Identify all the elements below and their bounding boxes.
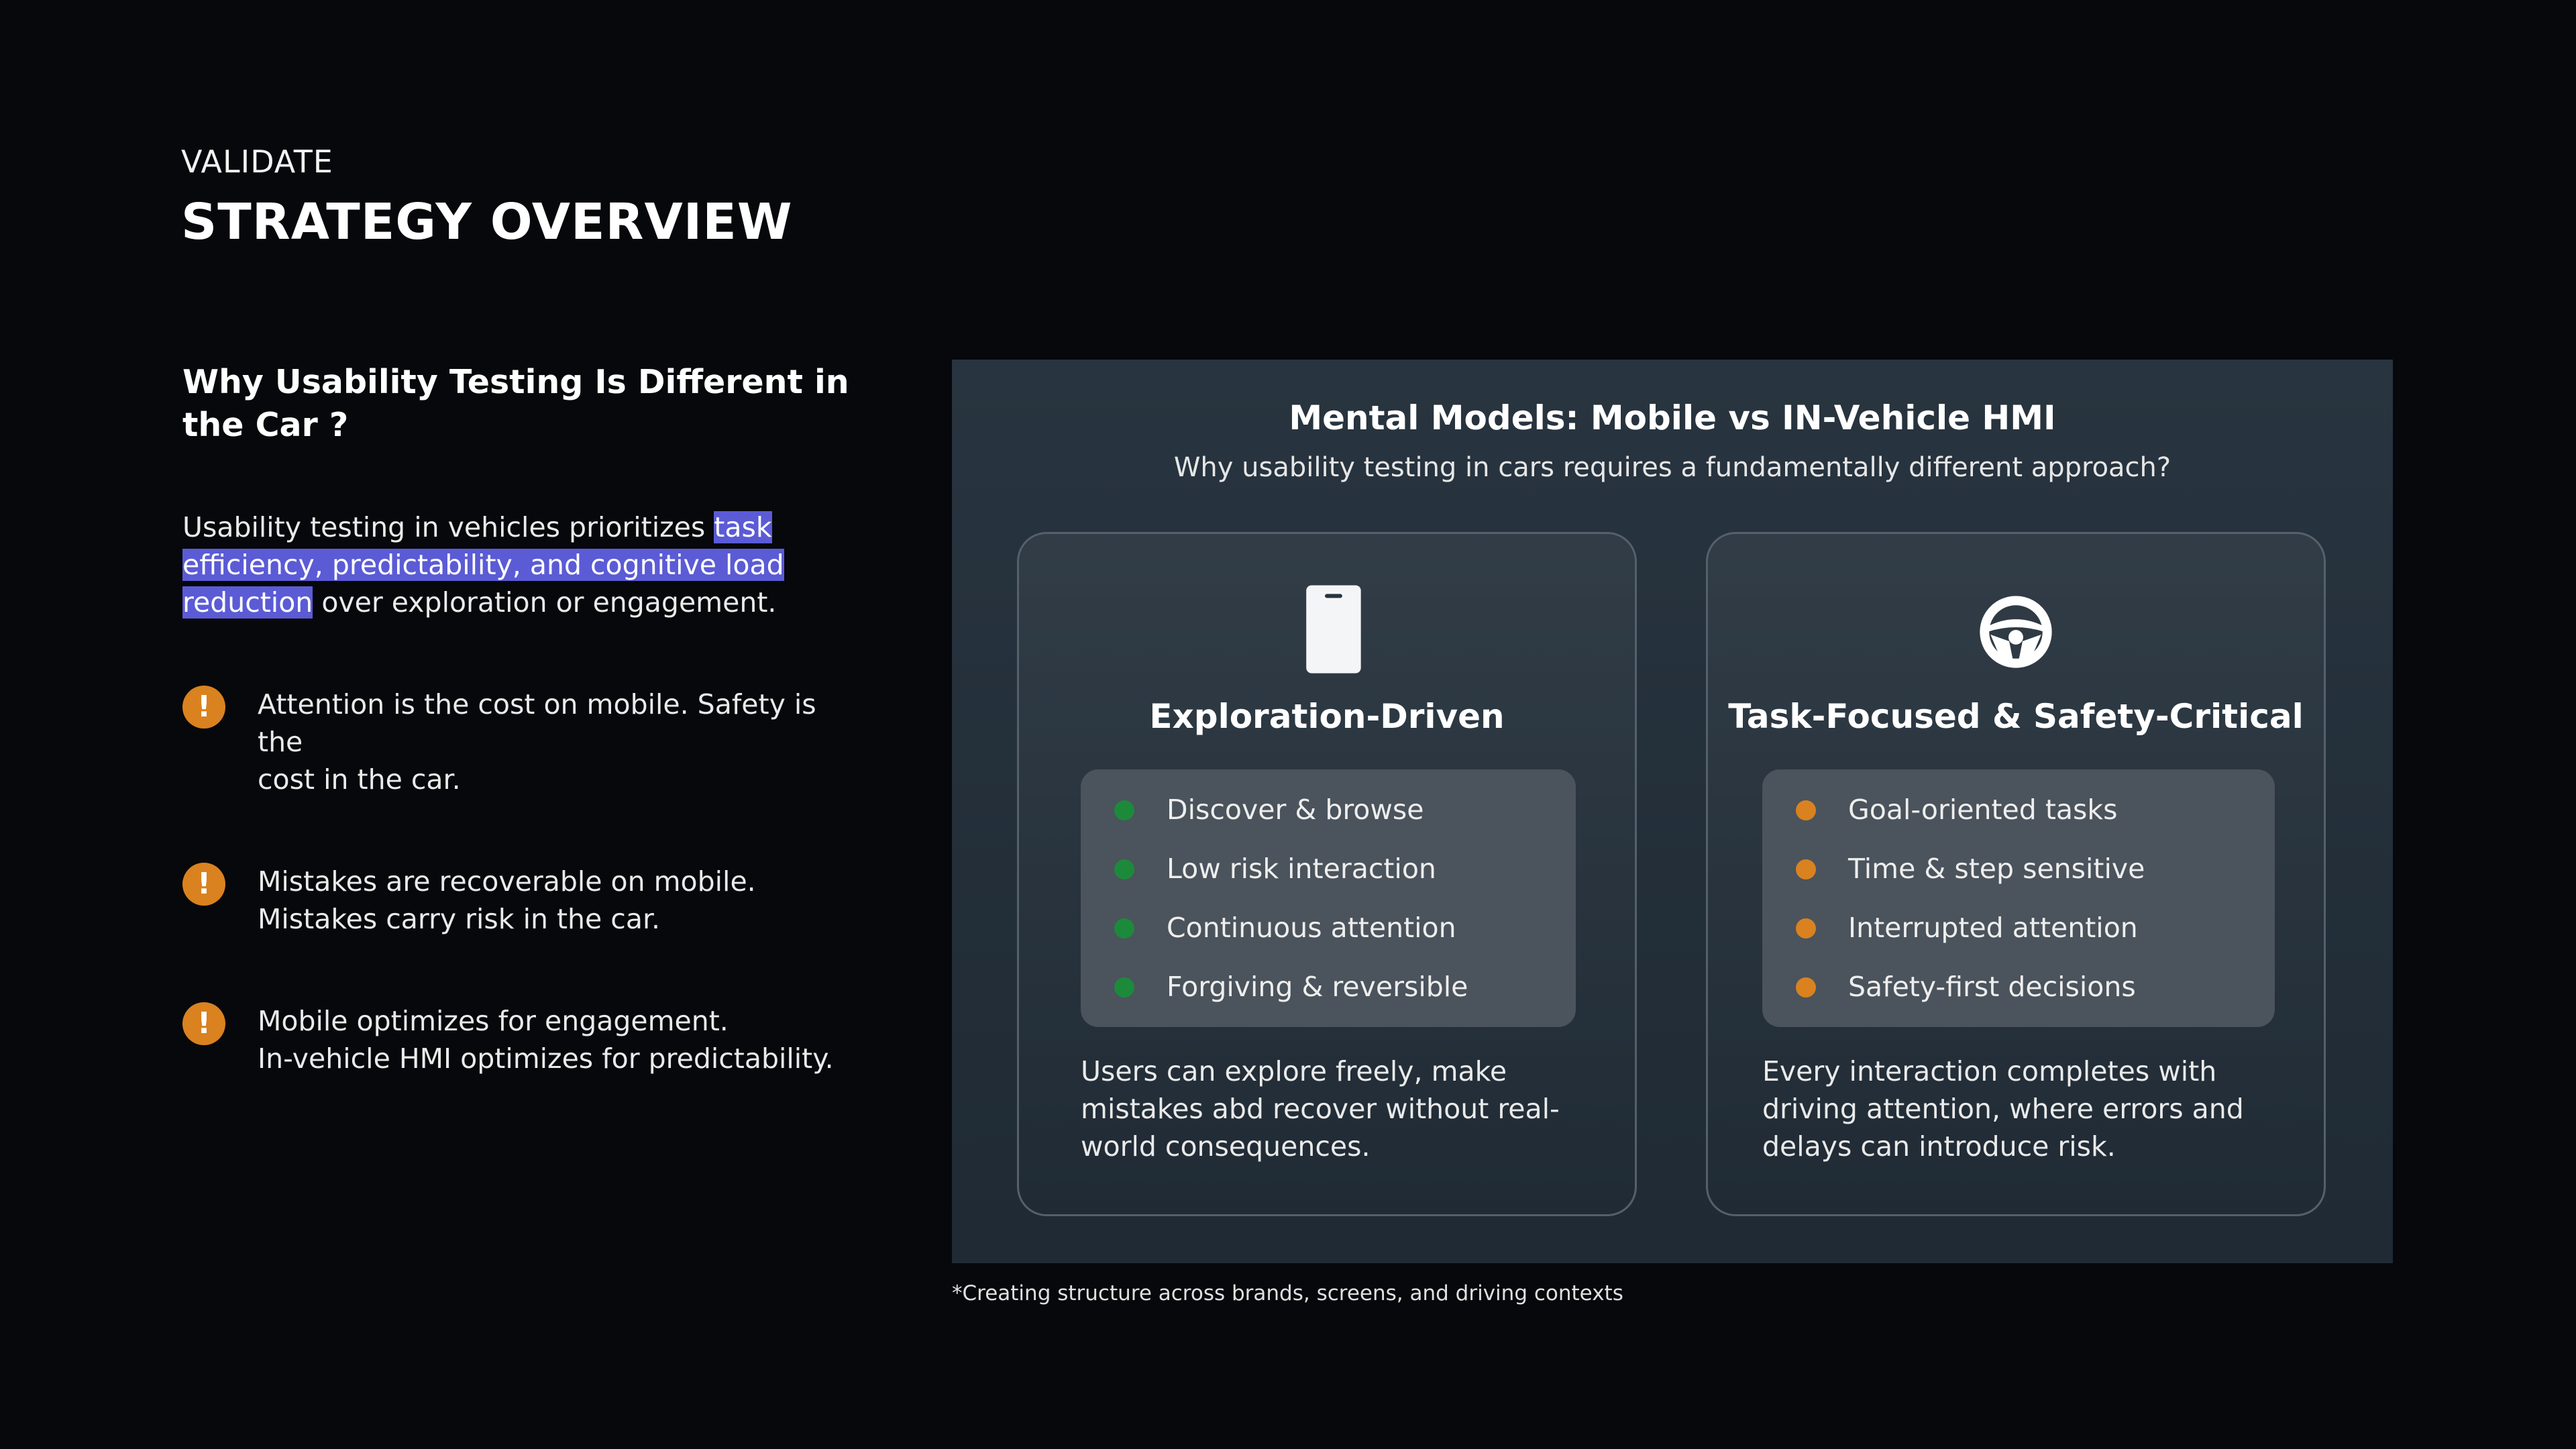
key-point-line-2: cost in the car.	[258, 763, 461, 796]
card-list	[1081, 769, 1576, 1027]
bullet-dot	[1114, 859, 1134, 879]
description-line: Users can explore freely, make	[1081, 1055, 1507, 1087]
description-line: mistakes abd recover without real-	[1081, 1093, 1560, 1125]
card-description	[1762, 1053, 2272, 1165]
list-item	[1081, 788, 1576, 847]
list-item-label: Continuous attention	[1167, 912, 1456, 944]
bullet-dot	[1114, 800, 1134, 820]
page-title: STRATEGY OVERVIEW	[181, 193, 793, 251]
panel-title: Mental Models: Mobile vs IN-Vehicle HMI	[1289, 398, 2056, 437]
list-item-label: Low risk interaction	[1167, 853, 1436, 885]
intro-highlight: task efficiency, predictability, and cognitive load reduction	[182, 511, 784, 619]
key-point-3	[182, 1002, 867, 1077]
description-line: Every interaction completes with	[1762, 1055, 2217, 1087]
alert-icon: !	[182, 686, 225, 729]
card-title: Exploration-Driven	[1149, 697, 1505, 736]
key-point-line-2: Mistakes carry risk in the car.	[258, 903, 661, 935]
card-list	[1762, 769, 2275, 1027]
description-line: driving attention, where errors and	[1762, 1093, 2244, 1125]
list-item	[1762, 847, 2275, 906]
card-mobile	[1017, 532, 1637, 1216]
list-item	[1762, 965, 2275, 1024]
list-item-label: Goal-oriented tasks	[1848, 794, 2118, 826]
alert-icon: !	[182, 863, 225, 906]
list-item	[1081, 965, 1576, 1024]
steering-wheel-icon	[1708, 585, 2324, 679]
bullet-dot	[1114, 918, 1134, 938]
list-item	[1762, 906, 2275, 965]
list-item	[1762, 788, 2275, 847]
alert-icon: !	[182, 1002, 225, 1045]
key-point-line-1: Mistakes are recoverable on mobile.	[258, 865, 756, 898]
bullet-dot	[1796, 918, 1816, 938]
bullet-dot	[1114, 977, 1134, 998]
section-heading: Why Usability Testing Is Different in the Car ?	[182, 363, 849, 444]
eyebrow-label: VALIDATE	[181, 144, 333, 180]
comparison-panel	[952, 360, 2393, 1263]
list-item-label: Forgiving & reversible	[1167, 971, 1468, 1003]
bullet-dot	[1796, 800, 1816, 820]
list-item	[1081, 906, 1576, 965]
key-point-line-1: Mobile optimizes for engagement.	[258, 1005, 729, 1037]
list-item-label: Time & step sensitive	[1848, 853, 2145, 885]
list-item	[1081, 847, 1576, 906]
left-column	[182, 361, 867, 1077]
intro-text-before: Usability testing in vehicles prioritizes	[182, 511, 714, 543]
mobile-phone-icon	[1019, 585, 1635, 679]
card-vehicle	[1706, 532, 2326, 1216]
card-description	[1081, 1053, 1591, 1165]
key-point-1	[182, 686, 867, 798]
description-line: world consequences.	[1081, 1130, 1371, 1163]
description-line: delays can introduce risk.	[1762, 1130, 2116, 1163]
list-item-label: Interrupted attention	[1848, 912, 2138, 944]
key-point-2	[182, 863, 867, 938]
list-item-label: Safety-first decisions	[1848, 971, 2136, 1003]
bullet-dot	[1796, 859, 1816, 879]
key-point-line-2: In-vehicle HMI optimizes for predictability.	[258, 1042, 834, 1075]
intro-paragraph	[182, 508, 867, 621]
footnote: *Creating structure across brands, screens, and driving contexts	[952, 1281, 1623, 1305]
card-title: Task-Focused & Safety-Critical	[1728, 697, 2304, 736]
list-item-label: Discover & browse	[1167, 794, 1424, 826]
key-point-line-1: Attention is the cost on mobile. Safety is the	[258, 688, 816, 758]
intro-text-after: over exploration or engagement.	[313, 586, 777, 619]
bullet-dot	[1796, 977, 1816, 998]
panel-subtitle: Why usability testing in cars requires a fundamentally different approach?	[1173, 452, 2171, 483]
